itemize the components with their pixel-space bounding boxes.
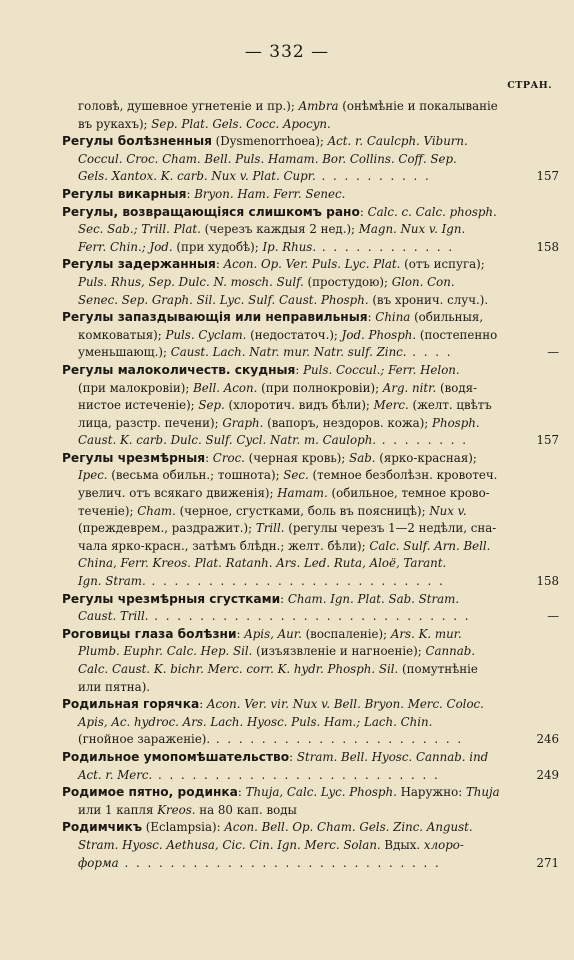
entry-text: : [205,450,213,465]
remedy-list: Cham. Ign. Plat. Sab. Stram. [287,591,460,606]
remedy-list: Plumb. Euphr. Calc. Hep. Sil. [78,644,253,659]
remedy-list: Sep. Plat. Gels. Cocc. Apocyn. [151,116,331,131]
remedy-list: Thuja, Calc. Lyc. Phosph. [245,785,397,800]
entry-line [62,327,506,345]
entry-text: : [236,626,245,641]
entry-text: (простудою); [303,274,392,289]
remedy-list: Caust. Trill. [78,609,149,624]
remedy-list: Merc. [373,398,409,413]
entry-line [62,450,506,468]
entry-line [62,362,506,380]
remedy-list: Apis, Ac. hydroc. Ars. Lach. Hyosc. Puls. Ham.; Lach. Chin. [78,714,433,729]
remedy-list: China, Ferr. Kreos. Plat. Ratanh. Ars. Led. Ruta, Aloë, Tarant. [78,556,447,571]
entry-text: (желт. цвѣтъ [408,398,492,413]
entry-text: (онѣмѣніе и покалываніе [338,99,498,113]
index-entry [62,256,506,309]
remedy-list: Kreos. [157,802,196,817]
entry-line [62,274,506,292]
index-entry [62,749,559,784]
entry-line [62,819,506,837]
index-entry [62,450,559,591]
entry-text: (темное безболѣзн. кровотеч. [308,468,498,483]
remedy-list: Magn. Nux v. Ign. [358,222,466,237]
remedy-list: Cannab. [425,644,476,659]
entry-text: (постепенно [416,327,498,342]
remedy-list: Ars. K. mur. [390,626,462,641]
entry-line [62,292,506,310]
page-reference: 249 [536,767,559,782]
entry-line [62,168,559,186]
index-entry [62,362,559,450]
remedy-list: Ambra [298,99,339,113]
page-reference: 158 [536,239,559,254]
remedy-list: Glon. Con. [391,274,455,289]
remedy-list: Calc. Caust. K. bichr. Merc. corr. K. hydr. Phosph. Sil. [78,662,399,676]
entry-heading: Регулы чрезмѣрныя сгустками [62,591,281,606]
entry-line [62,415,506,433]
entry-line [62,767,559,785]
entry-line [62,591,506,609]
remedy-list: Sab. [349,450,376,465]
entry-line [62,503,506,521]
remedy-list: Ferr. Chin.; Jod. [78,239,173,254]
entry-line [62,573,559,591]
remedy-list: Act. r. Caulcph. Viburn. [327,134,468,149]
index-entries [62,98,559,872]
entry-heading: Регулы болѣзненныя [62,134,212,149]
page-number-header: — 332 — [244,42,330,62]
index-entry [62,626,506,696]
entry-text: (обильное, темное крово- [327,486,490,501]
remedy-list: Nux v. [429,503,467,518]
entry-text: уменьшающ.); [78,345,171,360]
entry-line [62,784,506,802]
remedy-list: Croc. [212,450,245,465]
remedy-list: Acon. Op. Ver. Puls. Lyc. Plat. [223,257,401,272]
entry-text: : [215,257,224,272]
entry-line [62,626,506,644]
entry-heading: Регулы викарныя [62,186,187,201]
remedy-list: Bell. Acon. [193,380,258,395]
entry-text: (при малокровіи); [78,380,194,395]
entry-text: (хлоротич. видъ бѣли); [224,398,374,413]
index-entry [62,204,559,257]
entry-text: : [199,697,207,712]
entry-heading: Регулы, возвращающіяся слишкомъ рано [62,204,360,219]
entry-line [62,538,506,556]
remedy-list: Phosph. [432,415,480,430]
entry-text: (вапоръ, нездоров. кожа); [263,415,433,430]
remedy-list: Caust. K. carb. Dulc. Sulf. Cycl. Natr. m. Caulоph. [78,433,377,448]
entry-text: теченіе); [78,503,138,518]
entry-line [62,855,559,873]
dot-leader: . . . . . . . . . . . . . . . . . . . . . . . . . . [145,574,445,589]
remedy-list: хлоро- [423,837,464,852]
entry-line [62,98,506,116]
index-entry [62,784,506,819]
remedy-list: Ip. Rhus. [262,239,317,254]
page-reference: 271 [536,855,559,870]
entry-line [62,186,506,204]
entry-text: или пятна). [78,679,151,694]
remedy-list: Trill. [255,521,285,536]
entry-line [62,344,559,362]
entry-heading: Родимое пятно, родинка [62,785,238,800]
remedy-list: Acon. Bell. Op. Cham. Gels. Zinc. Angust. [224,820,473,835]
remedy-list: Cham. [137,503,176,518]
index-entry [62,98,506,133]
entry-text: (Eclampsia): [142,820,225,835]
entry-text: (помутнѣніе [398,662,478,676]
entry-text: (обильныя, [410,310,484,325]
remedy-list: Sec. Sab.; Trill. Plat. [78,222,201,237]
entry-text: головѣ, душевное угнетеніе и пр.); [78,99,299,113]
remedy-list: Calc. c. Calc. phosph. [367,204,497,219]
remedy-list: Arg. nitr. [382,380,437,395]
entry-line [62,749,506,767]
page-reference: 158 [536,574,559,589]
remedy-list: Caust. Lach. Natr. mur. Natr. sulf. Zinc. [170,345,407,360]
entry-text: увелич. отъ всякаго движенія); [78,486,278,501]
dot-leader: . . . . . . . . . . . . . . . . . . . . . . . . . . . . [118,855,441,870]
index-entry [62,186,506,204]
page-reference: — [547,345,559,360]
entry-text: на 80 кап. воды [195,802,297,817]
remedy-list: Puls. Coccul.; Ferr. Helon. [303,362,460,377]
entry-text: (изъязвленіе и нагноеніе); [252,644,426,659]
entry-line [62,555,506,573]
entry-text: (въ хронич. случ.). [368,292,489,307]
entry-text: (преждеврем., раздражит.); [78,521,256,536]
entry-line [62,432,559,450]
entry-heading: Родимчикъ [62,820,142,835]
entry-text: (черезъ каждыя 2 нед.); [200,222,359,237]
index-entry [62,696,559,749]
entry-line [62,133,506,151]
entry-text: : [289,749,297,764]
page-reference: 246 [536,732,559,747]
remedy-list: Graph. [222,415,264,430]
entry-text: или 1 капля [78,802,158,817]
index-entry [62,819,559,872]
entry-line [62,679,506,697]
dot-leader: . . . . [406,345,453,360]
index-entry [62,309,559,362]
entry-text: комковатыя); [78,327,166,342]
entry-text: Вдых. [380,837,424,852]
remedy-list: Senec. Sep. Graph. Sil. Lyc. Sulf. Caust. Phosph. [78,292,369,307]
dot-leader: . . . . . . . . . . . . . . . . . . . . . . . . . . . . [148,609,471,624]
entry-line [62,714,506,732]
entry-line [62,520,506,538]
dot-leader: . . . . . . . . . . . . [316,239,455,254]
entry-heading: Регулы чрезмѣрныя [62,450,206,465]
entry-line [62,467,506,485]
remedy-list: Gels. Xantox. K. carb. Nux v. Plat. Cupr. [78,169,316,184]
remedy-list: Acon. Ver. vir. Nux v. Bell. Bryon. Merc. Coloc. [206,697,484,712]
dot-leader: . . . . . . . . . . [315,169,431,184]
remedy-list: Stram. Hyosc. Aethusa, Cic. Cin. Ign. Merc. Solan. [78,837,381,852]
entry-line [62,397,506,415]
dot-leader: . . . . . . . . [376,433,469,448]
page-reference: — [547,609,559,624]
column-heading: СТРАН. [507,80,552,91]
entry-line [62,221,506,239]
remedy-list: Ipec. [78,468,108,483]
entry-text: : [237,785,246,800]
entry-line [62,661,506,679]
index-entry [62,591,559,626]
entry-line [62,116,506,134]
remedy-list: China [375,310,411,325]
entry-text: (черная кровь); [244,450,350,465]
remedy-list: Puls. Rhus, Sep. Dulc. N. mosch. Sulf. [78,274,304,289]
index-entry [62,133,559,186]
entry-text: (отъ испуга); [400,257,485,272]
entry-text: (при полнокровіи); [257,380,383,395]
entry-text: : [367,310,376,325]
entry-line [62,731,559,749]
entry-text: (черное, сгустками, боль въ поясницѣ); [175,503,430,518]
entry-text: въ рукахъ); [78,116,152,131]
entry-text: : [280,591,288,606]
entry-text: нистое истеченіе); [78,398,199,413]
entry-text: (регулы черезъ 1—2 недѣли, сна- [284,521,497,536]
remedy-list: Act. r. Merc. [78,767,153,782]
entry-text: (водя- [436,380,478,395]
entry-heading: Родильная горячка [62,697,200,712]
entry-text: : [359,204,368,219]
entry-text: (при худобѣ); [172,239,263,254]
entry-heading: Регулы запаздывающія или неправильныя [62,310,368,325]
entry-text: (Dysmenorrhoea); [211,134,328,149]
entry-text: чала ярко-красн., затѣмъ блѣдн.; желт. бѣли); [78,538,370,553]
entry-heading: Родильное умопомѣшательство [62,749,290,764]
entry-line [62,309,506,327]
remedy-list: форма [78,855,119,870]
remedy-list: Apis, Aur. [244,626,302,641]
entry-text: (гнойное зараженіе). [78,732,211,747]
entry-line [62,608,559,626]
remedy-list: Calc. Sulf. Arn. Bell. [369,538,491,553]
entry-text: (ярко-красная); [375,450,477,465]
remedy-list: Hamam. [277,486,328,501]
entry-line [62,151,506,169]
entry-text: (весьма обильн.; тошнота); [107,468,284,483]
entry-line [62,204,506,222]
entry-line [62,485,506,503]
remedy-list: Thuja [465,785,500,800]
entry-text: (воспаленіе); [301,626,391,641]
dot-leader: . . . . . . . . . . . . . . . . . . . . . . [210,732,464,747]
dot-leader: . . . . . . . . . . . . . . . . . . . . . . . . . [152,767,440,782]
entry-heading: Регулы малоколичеств. скудныя [62,362,296,377]
remedy-list: Ign. Stram. [78,574,146,589]
entry-line [62,802,506,820]
entry-text: : [295,362,304,377]
page-reference: 157 [536,169,559,184]
entry-line [62,696,506,714]
remedy-list: Jod. Phosph. [341,327,417,342]
entry-line [62,380,506,398]
entry-line [62,837,506,855]
entry-text: : [186,186,195,201]
entry-line [62,643,506,661]
entry-line [62,256,506,274]
remedy-list: Coccul. Croc. Cham. Bell. Puls. Hamam. Bor. Collins. Coff. Sep. [78,151,457,166]
entry-text: Наружно: [396,785,466,800]
entry-text: лица, разстр. печени); [78,415,223,430]
remedy-list: Stram. Bell. Hyosc. Cannab. ind [296,749,489,764]
page-reference: 157 [536,433,559,448]
remedy-list: Bryon. Ham. Ferr. Senec. [194,186,346,201]
remedy-list: Sep. [198,398,225,413]
entry-line [62,239,559,257]
entry-heading: Роговицы глаза болѣзни [62,626,237,641]
entry-heading: Регулы задержанныя [62,257,216,272]
remedy-list: Sec. [283,468,309,483]
remedy-list: Puls. Cyclam. [165,327,247,342]
entry-text: (недостаточ.); [246,327,342,342]
